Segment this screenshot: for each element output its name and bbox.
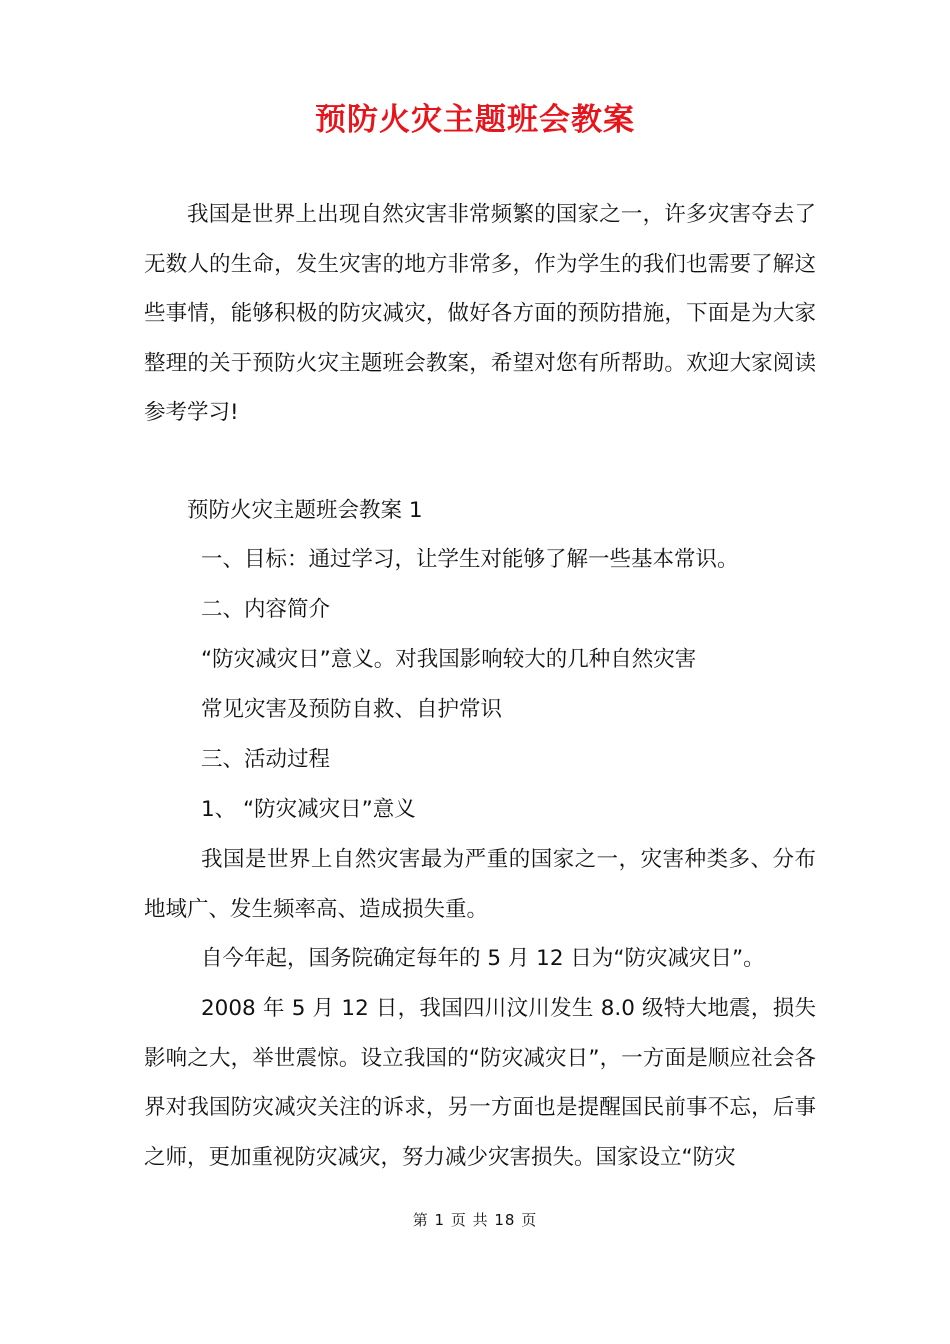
section-heading: 预防火灾主题班会教案 1: [187, 498, 423, 523]
item-content-heading: 二、内容简介: [201, 597, 331, 622]
item-process-heading: 三、活动过程: [201, 747, 331, 772]
body-paragraph-2: 自今年起，国务院确定每年的 5 月 12 日为“防灾减灾日”。: [201, 946, 765, 971]
body-paragraph-1: 我国是世界上自然灾害最为严重的国家之一，灾害种类多、分布地域广、发生频率高、造成损失重。: [144, 847, 816, 922]
item-goal: 一、目标：通过学习，让学生对能够了解一些基本常识。: [201, 547, 739, 572]
item-process-line-1: 1、 “防灾减灾日”意义: [201, 797, 416, 822]
item-content-line-1: “防灾减灾日”意义。对我国影响较大的几种自然灾害: [201, 647, 697, 672]
item-content-line-2: 常见灾害及预防自救、自护常识: [201, 697, 503, 722]
document-title: 预防火灾主题班会教案: [315, 102, 635, 138]
body-paragraph-3: 2008 年 5 月 12 日，我国四川汶川发生 8.0 级特大地震，损失影响之大，举世震惊。设立我国的“防灾减灾日”，一方面是顺应社会各界对我国防灾减灾关注的诉求，另一方面也是提醒国民前事不忘，后事之师，更加重视防灾减灾，努力减少灾害损失。国家设立“防灾: [144, 996, 816, 1170]
page-footer: 第 1 页 共 18 页: [412, 1211, 538, 1229]
intro-paragraph: 我国是世界上出现自然灾害非常频繁的国家之一，许多灾害夺去了无数人的生命，发生灾害的地方非常多，作为学生的我们也需要了解这些事情，能够积极的防灾减灾，做好各方面的预防措施，下面是为大家整理的关于预防火灾主题班会教案，希望对您有所帮助。欢迎大家阅读参考学习!: [144, 202, 816, 425]
